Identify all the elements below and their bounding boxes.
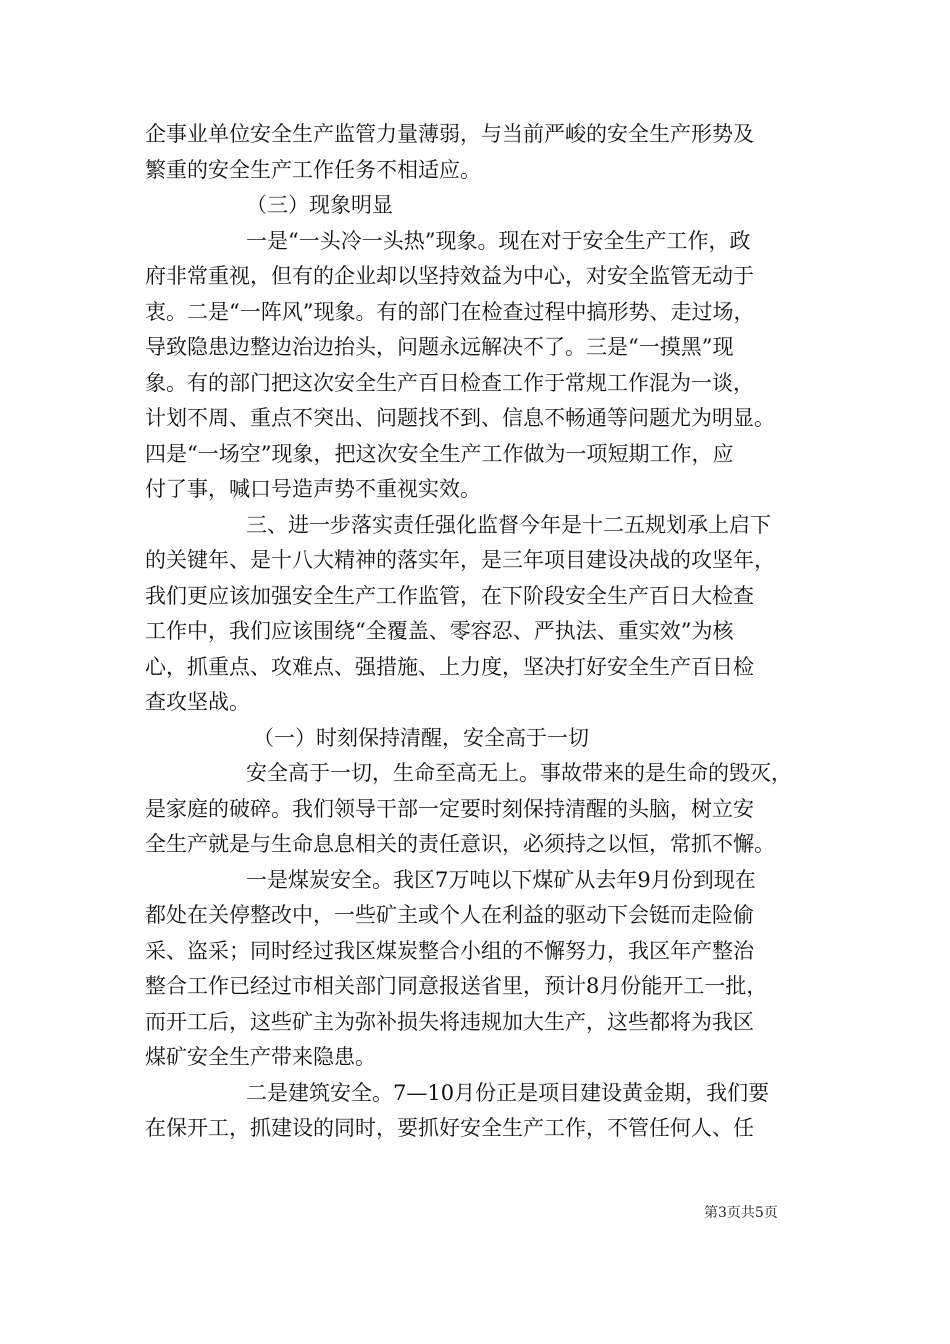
text-line: 四是“一场空”现象，把这次安全生产工作做为一项短期工作，应 (145, 441, 734, 466)
text-line: 象。有的部门把这次安全生产百日检查工作于常规工作混为一谈， (145, 370, 754, 395)
text-line: 计划不周、重点不突出、问题找不到、信息不畅通等问题尤为明显。 (145, 406, 775, 430)
text-line: 工作中，我们应该围绕“全覆盖、零容忍、严执法、重实效”为核 (145, 619, 734, 643)
text-line: 是家庭的破碎。我们领导干部一定要时刻保持清醒的头脑，树立安 (145, 796, 754, 821)
text-line: 导致隐患边整边治边抬头，问题永远解决不了。三是“一摸黑”现 (145, 335, 734, 359)
text-line: 繁重的安全生产工作任务不相适应。 (145, 157, 481, 182)
text-line: 查攻坚战。 (145, 690, 250, 714)
text-line: 安全高于一切，生命至高无上。事故带来的是生命的毁灭， (246, 761, 792, 785)
text-line: 而开工后，这些矿主为弥补损失将违规加大生产，这些都将为我区 (145, 1009, 754, 1034)
text-line: 衷。二是“一阵风”现象。有的部门在检查过程中搞形势、走过场， (145, 299, 755, 324)
page-number: 第3页共5页 (704, 1205, 778, 1221)
text-line: 二是建筑安全。7—10月份正是项目建设黄金期，我们要 (246, 1080, 770, 1105)
text-line: 都处在关停整改中，一些矿主或个人在利益的驱动下会铤而走险偷 (145, 903, 754, 927)
text-line: 在保开工，抓建设的同时，要抓好安全生产工作，不管任何人、任 (145, 1116, 754, 1140)
text-line: 我们更应该加强安全生产工作监管，在下阶段安全生产百日大检查 (145, 583, 754, 608)
text-line: 全生产就是与生命息息相关的责任意识，必须持之以恒，常抓不懈。 (145, 832, 775, 856)
text-line: 三、进一步落实责任强化监督今年是十二五规划承上启下 (246, 512, 771, 537)
text-line: 的关键年、是十八大精神的落实年，是三年项目建设决战的攻坚年， (145, 548, 775, 572)
text-line: 一是“一头冷一头热”现象。现在对于安全生产工作，政 (246, 228, 751, 253)
text-line: 一是煤炭安全。我区7万吨以下煤矿从去年9月份到现在 (246, 867, 756, 892)
text-line: （三）现象明显 (246, 193, 393, 217)
text-line: 付了事，喊口号造声势不重视实效。 (145, 477, 481, 501)
text-line: 府非常重视，但有的企业却以坚持效益为中心，对安全监管无动于 (145, 264, 754, 288)
text-line: 整合工作已经过市相关部门同意报送省里，预计8月份能开工一批， (145, 974, 768, 998)
body-text (145, 117, 805, 1147)
text-line: 采、盗采；同时经过我区煤炭整合小组的不懈努力，我区年产整治 (145, 938, 754, 963)
text-line: 心，抓重点、攻难点、强措施、上力度，坚决打好安全生产百日检 (145, 654, 754, 679)
text-line: 企事业单位安全生产监管力量薄弱，与当前严峻的安全生产形势及 (145, 122, 754, 146)
text-line: 煤矿安全生产带来隐患。 (145, 1045, 376, 1069)
text-line: （一）时刻保持清醒，安全高于一切 (253, 725, 589, 750)
